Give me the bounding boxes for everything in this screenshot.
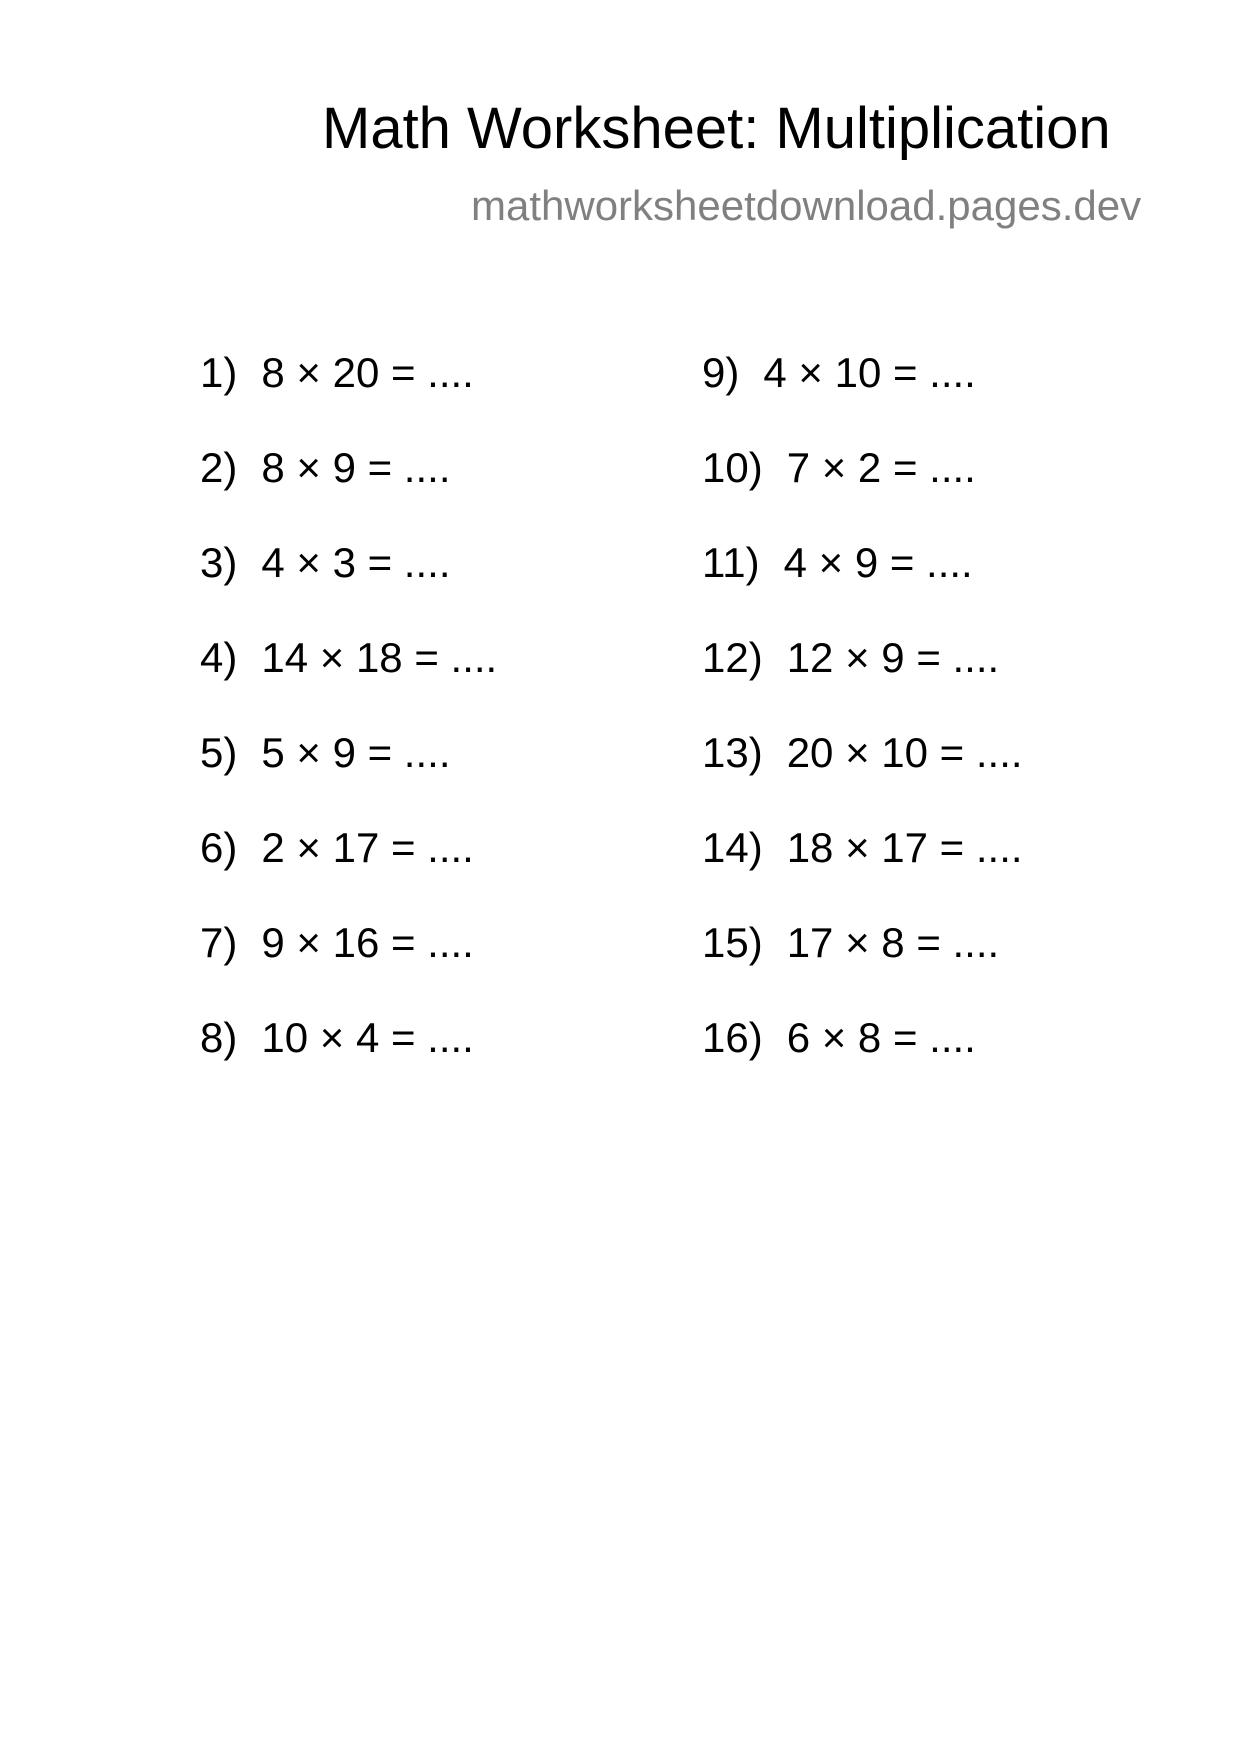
problem-item	[200, 444, 497, 542]
problem-item	[702, 444, 1023, 542]
problem-number: 4)	[200, 634, 238, 681]
problem-number: 9)	[702, 349, 740, 396]
problem-number: 16)	[702, 1014, 763, 1061]
problem-column-right	[702, 349, 1023, 1112]
problem-item	[200, 634, 498, 732]
problem-expression: 17 × 8 = ....	[786, 919, 1000, 966]
problem-expression: 10 × 4 = ....	[261, 1014, 474, 1061]
problem-expression: 9 × 16 = ....	[261, 919, 474, 966]
problem-list	[200, 349, 1100, 1132]
problem-number: 12)	[702, 634, 763, 681]
problem-expression: 5 × 9 = ....	[261, 729, 451, 776]
problem-expression: 8 × 9 = ....	[261, 444, 451, 491]
problem-item	[200, 919, 497, 1017]
problem-number: 10)	[702, 444, 763, 491]
problem-number: 1)	[200, 349, 238, 396]
problem-number: 15)	[702, 919, 763, 966]
problem-column-left	[200, 349, 498, 1112]
problem-item	[200, 729, 497, 827]
worksheet-title: Math Worksheet: Multiplication	[322, 96, 1111, 161]
problem-number: 11)	[702, 539, 760, 586]
problem-number: 5)	[200, 729, 238, 776]
problem-expression: 2 × 17 = ....	[261, 824, 474, 871]
problem-item	[702, 539, 1023, 637]
problem-item	[702, 919, 1023, 1017]
problem-item	[200, 1014, 497, 1112]
problem-item	[702, 349, 1023, 447]
problem-item	[702, 729, 1023, 827]
problem-item	[702, 1014, 1023, 1112]
problem-expression: 14 × 18 = ....	[261, 634, 498, 681]
problem-expression: 12 × 9 = ....	[786, 634, 1000, 681]
problem-number: 3)	[200, 539, 238, 586]
problem-expression: 18 × 17 = ....	[786, 824, 1023, 871]
problem-item	[200, 349, 497, 447]
problem-number: 8)	[200, 1014, 238, 1061]
problem-expression: 6 × 8 = ....	[786, 1014, 976, 1061]
source-url: mathworksheetdownload.pages.dev	[471, 182, 1142, 229]
problem-number: 13)	[702, 729, 763, 776]
problem-number: 2)	[200, 444, 238, 491]
problem-expression: 20 × 10 = ....	[786, 729, 1023, 776]
problem-item	[702, 634, 1023, 732]
problem-expression: 4 × 9 = ....	[783, 539, 973, 586]
problem-number: 7)	[200, 919, 238, 966]
problem-number: 6)	[200, 824, 238, 871]
problem-item	[702, 824, 1023, 922]
problem-item	[200, 824, 497, 922]
problem-expression: 4 × 10 = ....	[763, 349, 976, 396]
problem-number: 14)	[702, 824, 763, 871]
problem-expression: 4 × 3 = ....	[261, 539, 451, 586]
problem-item	[200, 539, 497, 637]
problem-expression: 7 × 2 = ....	[786, 444, 976, 491]
problem-expression: 8 × 20 = ....	[261, 349, 474, 396]
